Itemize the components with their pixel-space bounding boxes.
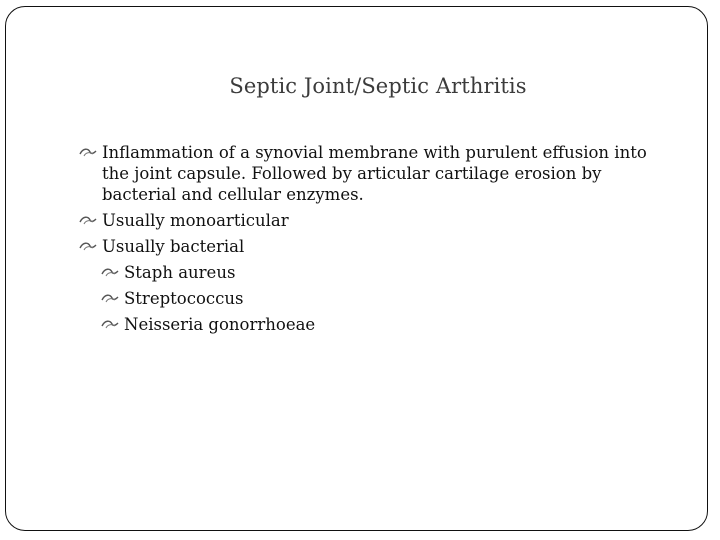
sub-bullet-item <box>78 288 678 309</box>
curl-bullet-icon <box>100 288 120 308</box>
sub-bullet-text: Streptococcus <box>124 289 244 308</box>
slide-title: Septic Joint/Septic Arthritis <box>229 74 527 98</box>
curl-bullet-icon <box>78 236 98 256</box>
bullet-item <box>78 210 678 231</box>
bullet-item <box>78 142 678 205</box>
bullet-text: Usually bacterial <box>102 237 245 256</box>
slide-content <box>78 142 678 340</box>
bullet-item <box>78 236 678 257</box>
sub-bullet-text: Neisseria gonorrhoeae <box>124 315 316 334</box>
sub-bullet-item <box>78 314 678 335</box>
sub-bullet-text: Staph aureus <box>124 263 236 282</box>
curl-bullet-icon <box>100 314 120 334</box>
sub-bullet-item <box>78 262 678 283</box>
bullet-text: Usually monoarticular <box>102 211 289 230</box>
bullet-text: Inflammation of a synovial membrane with purulent effusion into the joint capsule. Followed by articular cartilage erosion by bacterial and cellular enzymes. <box>102 143 647 204</box>
curl-bullet-icon <box>100 262 120 282</box>
curl-bullet-icon <box>78 210 98 230</box>
curl-bullet-icon <box>78 142 98 162</box>
